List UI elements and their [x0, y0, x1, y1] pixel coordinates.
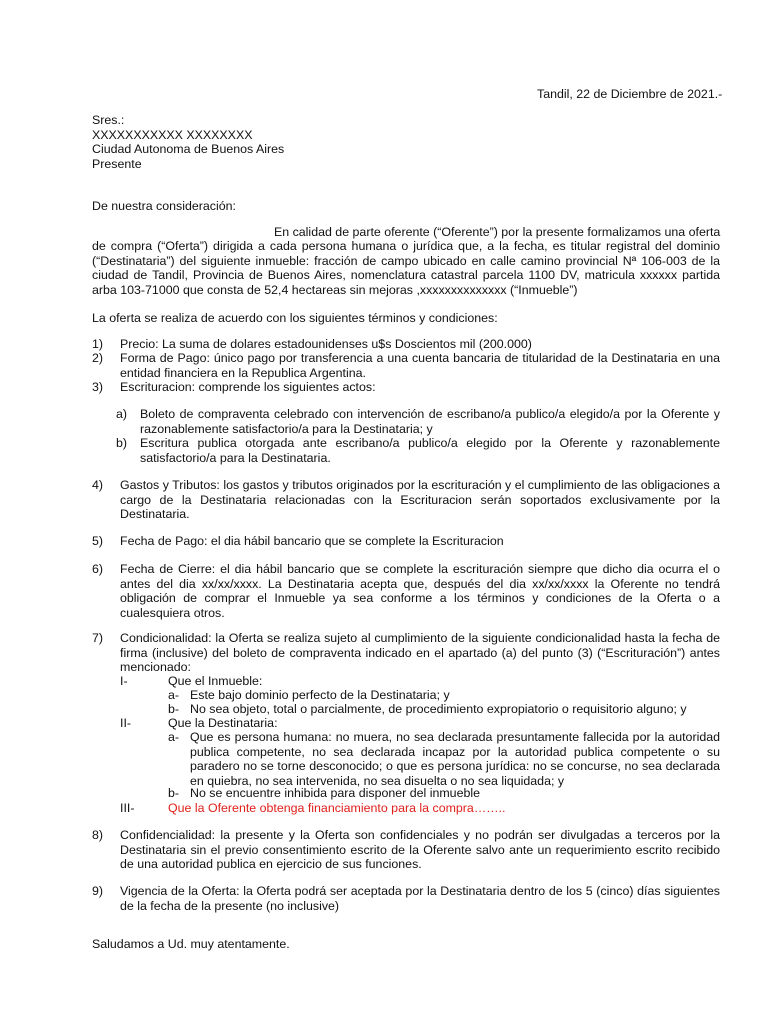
item-number: 7): [92, 631, 104, 645]
item-taxes: Gastos y Tributos: los gastos y tributos originados por la escrituración y el cumplimiento de las obligaciones a cargo de la Destinataria relacionadas con la Escrituracion serán soportados exclusivamente por la Destinataria.: [120, 478, 720, 522]
subitem-letter: b-: [168, 702, 180, 716]
closing-line: Saludamos a Ud. muy atentamente.: [92, 937, 290, 951]
item-payment-form: Forma de Pago: único pago por transferencia a una cuenta bancaria de titularidad de la Destinataria en una entidad financiera en la Republica Argentina.: [120, 351, 720, 380]
recipient-line: Presente: [92, 156, 142, 171]
item-conditionality: Condicionalidad: la Oferta se realiza sujeto al cumplimiento de la siguiente condicionalidad hasta la fecha de firma (inclusive) del boleto de compraventa indicado en el apartado (a) del punto (3) (“Escrituración”) antes mencionado:: [120, 631, 720, 675]
intro-paragraph: de compra (“Oferta”) dirigida a cada persona humana o jurídica que, a la fecha, es titular registral del dominio (“Destinataria”) del siguiente inmueble: fracción de campo ubicado en calle camino provincial Nª 106-003 de la ciudad de Tandil, Provincia de Buenos Aires, nomenclatura catastral parcela 1100 DV, matricula xxxxxx partida arba 103-71000 que consta de 52,4 hectareas sin mejoras ,xxxxxxxxxxxxxx (“Inmueble”): [92, 239, 720, 297]
condition-recipient-a: Que es persona humana: no muera, no sea declarada presuntamente fallecida por la autoridad publica competente, no sea declarada incapaz por la autoridad publica competente o su paradero no se torne desconocido; o que es persona jurídica: no se concurse, no sea declarada en quiebra, no sea intervenida, no sea disuelta o no sea liquidada; y: [190, 730, 720, 788]
roman-numeral: II-: [120, 716, 132, 730]
item-number: 8): [92, 828, 104, 842]
item-payment-date: Fecha de Pago: el dia hábil bancario que se complete la Escrituracion: [120, 534, 504, 548]
item-price: Precio: La suma de dolares estadounidenses u$s Doscientos mil (200.000): [120, 337, 532, 351]
condition-property-a: Este bajo dominio perfecto de la Destinataria; y: [190, 688, 450, 702]
roman-numeral: III-: [120, 801, 135, 815]
subitem-letter: a-: [168, 730, 180, 744]
item-escrituracion: Escrituracion: comprende los siguientes actos:: [120, 380, 376, 394]
subitem-letter: a-: [168, 688, 180, 702]
condition-recipient-b: No se encuentre inhibida para disponer del inmueble: [190, 786, 480, 800]
item-number: 1): [92, 337, 104, 351]
date-line: Tandil, 22 de Diciembre de 2021.-: [537, 87, 723, 101]
salutation: De nuestra consideración:: [92, 199, 236, 213]
intro-first-line: En calidad de parte oferente (“Oferente”) por la presente formalizamos una oferta: [274, 225, 721, 239]
subitem-letter: b): [116, 436, 128, 450]
item-number: 4): [92, 478, 104, 492]
recipient-block: [92, 113, 284, 171]
item-confidentiality: Confidencialidad: la presente y la Oferta son confidenciales y no podrán ser divulgadas a terceros por la Destinataria sin el previo consentimiento escrito de la Oferente salvo ante un requerimiento escrito recibido de una autoridad publica en ejercicio de sus funciones.: [120, 828, 720, 872]
recipient-line: XXXXXXXXXXX XXXXXXXX: [92, 127, 253, 142]
condition-property-b: No sea objeto, total o parcialmente, de procedimiento expropiatorio o requisitorio alguno; y: [190, 702, 687, 716]
subitem-letter: a): [116, 407, 128, 421]
subitem-escritura: Escritura publica otorgada ante escribano/a publico/a elegido por la Oferente y razonablemente satisfactorio/a para la Destinataria.: [140, 436, 720, 465]
roman-numeral: I-: [120, 674, 128, 688]
item-closing-date: Fecha de Cierre: el dia hábil bancario que se complete la escrituración siempre que dicho dia ocurra el o antes del dia xx/xx/xxxx. La Destinataria acepta que, después del dia xx/xx/xxxx la Oferente no tendrá obligación de comprar el Inmueble ya sea conforme a los términos y condiciones de la Oferta o a cualesquiera otros.: [120, 562, 720, 620]
item-number: 2): [92, 351, 104, 365]
subitem-letter: b-: [168, 786, 180, 800]
item-number: 6): [92, 562, 104, 576]
subitem-boleto: Boleto de compraventa celebrado con intervención de escribano/a publico/a elegido/a por la Oferente y razonablemente satisfactorio/a para la Destinataria; y: [140, 407, 720, 436]
item-number: 9): [92, 884, 104, 898]
item-number: 3): [92, 380, 104, 394]
recipient-line: Ciudad Autonoma de Buenos Aires: [92, 142, 285, 157]
condition-property: Que el Inmueble:: [168, 674, 263, 688]
item-number: 5): [92, 534, 104, 548]
item-validity: Vigencia de la Oferta: la Oferta podrá ser aceptada por la Destinataria dentro de los 5 (cinco) días siguientes de la fecha de la presente (no inclusive): [120, 884, 720, 913]
condition-recipient: Que la Destinataria:: [168, 716, 278, 730]
terms-intro: La oferta se realiza de acuerdo con los siguientes términos y condiciones:: [92, 311, 498, 325]
condition-financing: Que la Oferente obtenga financiamiento para la compra……..: [168, 801, 506, 815]
recipient-line: Sres.:: [92, 113, 125, 127]
